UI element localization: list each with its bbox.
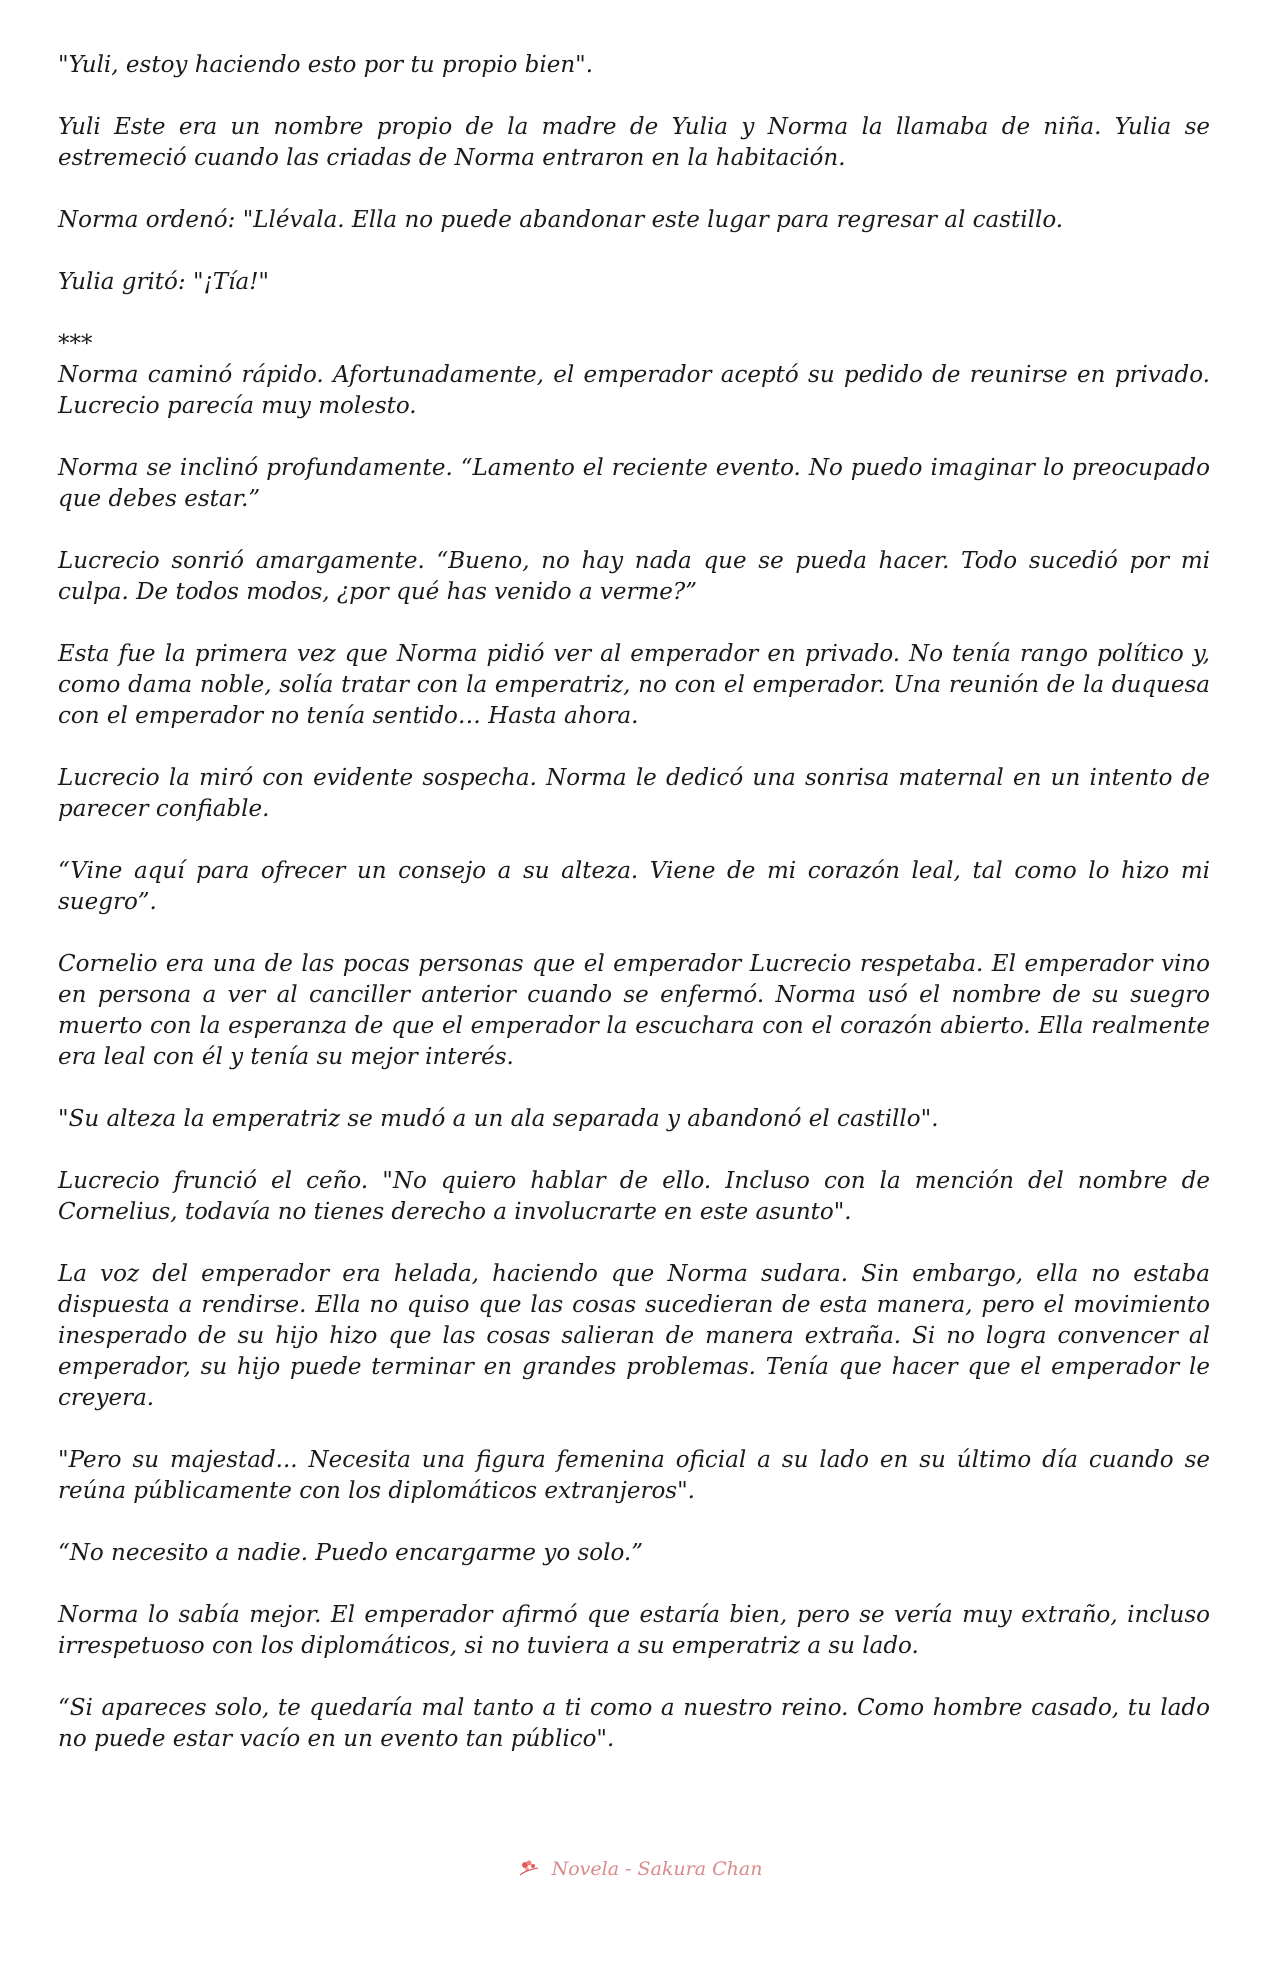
- scene-break: ***: [58, 331, 93, 357]
- paragraph-7: Lucrecio sonrió amargamente. “Bueno, no hay nada que se pueda hacer. Todo sucedió por mi culpa. De todos modos, ¿por qué has venido a verme?”: [58, 548, 1210, 605]
- paragraph-8: Esta fue la primera vez que Norma pidió ver al emperador en privado. No tenía rango político y, como dama noble, solía tratar con la emperatriz, no con el emperador. Una reunión de la duquesa con el emperador no tenía sentido… Hasta ahora.: [58, 641, 1210, 729]
- paragraph-9: Lucrecio la miró con evidente sospecha. Norma le dedicó una sonrisa maternal en un intento de parecer confiable.: [58, 765, 1210, 822]
- paragraph-6: Norma se inclinó profundamente. “Lamento el reciente evento. No puedo imaginar lo preocupado que debes estar.”: [58, 455, 1210, 512]
- paragraph-3: Norma ordenó: "Llévala. Ella no puede abandonar este lugar para regresar al castillo.: [58, 207, 1064, 233]
- paragraph-11: Cornelio era una de las pocas personas que el emperador Lucrecio respetaba. El emperador vino en persona a ver al canciller anterior cuando se enfermó. Norma usó el nombre de su suegro muerto con la esperanza de que el emperador la escuchara con el corazón abierto. Ella realmente era leal con él y tenía su mejor interés.: [58, 951, 1210, 1070]
- paragraph-10: “Vine aquí para ofrecer un consejo a su alteza. Viene de mi corazón leal, tal como lo hizo mi suegro”.: [58, 858, 1210, 915]
- paragraph-12: "Su alteza la emperatriz se mudó a un ala separada y abandonó el castillo".: [58, 1106, 939, 1132]
- sakura-flower-icon: [518, 1859, 540, 1877]
- paragraph-15: "Pero su majestad... Necesita una figura femenina oficial a su lado en su último día cuando se reúna públicamente con los diplomáticos extranjeros".: [58, 1447, 1210, 1504]
- paragraph-13: Lucrecio frunció el ceño. "No quiero hablar de ello. Incluso con la mención del nombre de Cornelius, todavía no tienes derecho a involucrarte en este asunto".: [58, 1168, 1210, 1225]
- paragraph-5: Norma caminó rápido. Afortunadamente, el emperador aceptó su pedido de reunirse en privado. Lucrecio parecía muy molesto.: [58, 362, 1210, 419]
- paragraph-2: Yuli Este era un nombre propio de la madre de Yulia y Norma la llamaba de niña. Yulia se estremeció cuando las criadas de Norma entraron en la habitación.: [58, 114, 1210, 171]
- document-body: [58, 50, 1210, 1786]
- paragraph-1: "Yuli, estoy haciendo esto por tu propio bien".: [58, 52, 594, 78]
- paragraph-16: “No necesito a nadie. Puedo encargarme yo solo.”: [58, 1540, 644, 1566]
- footer-watermark: [0, 1858, 1280, 1880]
- paragraph-17: Norma lo sabía mejor. El emperador afirmó que estaría bien, pero se vería muy extraño, incluso irrespetuoso con los diplomáticos, si no tuviera a su emperatriz a su lado.: [58, 1602, 1210, 1659]
- footer-text: Novela - Sakura Chan: [551, 1858, 763, 1880]
- paragraph-4: Yulia gritó: "¡Tía!": [58, 269, 270, 295]
- paragraph-14: La voz del emperador era helada, haciendo que Norma sudara. Sin embargo, ella no estaba dispuesta a rendirse. Ella no quiso que las cosas sucedieran de esta manera, pero el movimiento inesperado de su hijo hizo que las cosas salieran de manera extraña. Si no logra convencer al emperador, su hijo puede terminar en grandes problemas. Tenía que hacer que el emperador le creyera.: [58, 1261, 1210, 1411]
- paragraph-18: “Si apareces solo, te quedaría mal tanto a ti como a nuestro reino. Como hombre casado, tu lado no puede estar vacío en un evento tan público".: [58, 1695, 1210, 1752]
